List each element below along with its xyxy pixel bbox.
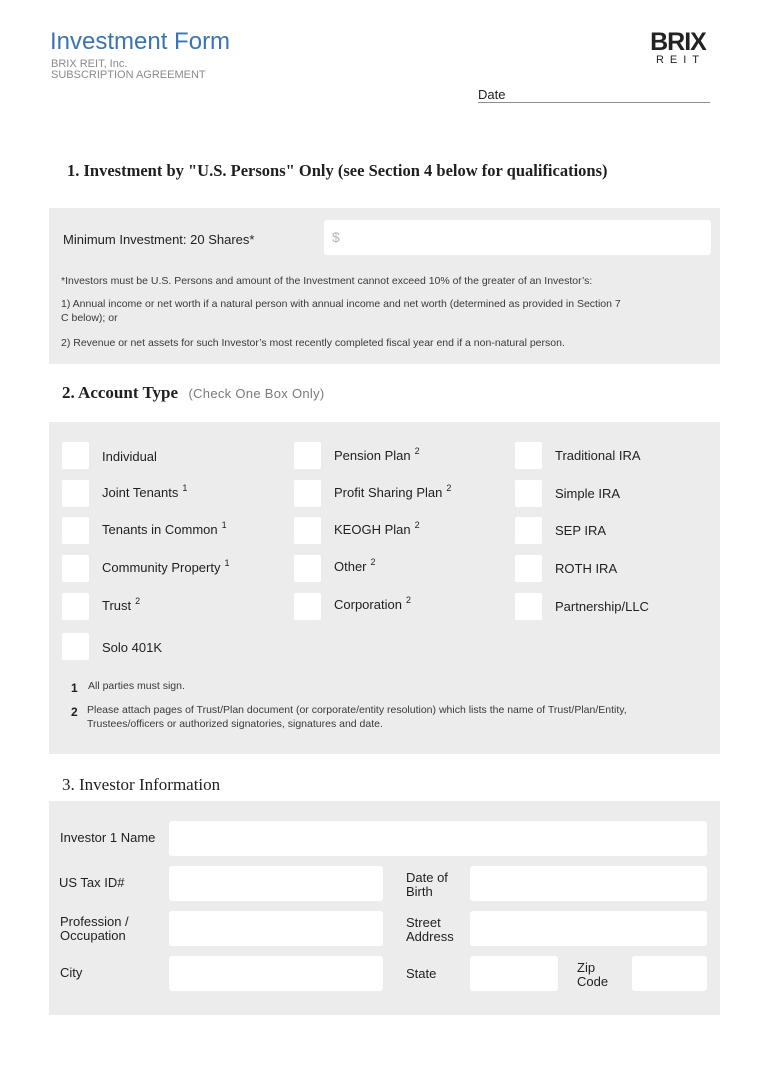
checkbox-community-property[interactable] — [62, 555, 89, 582]
street-line1: Street — [406, 915, 441, 930]
date-of-birth-input[interactable] — [470, 866, 707, 901]
section2-title: 2. Account Type — [62, 383, 179, 402]
footnote2-line1: Please attach pages of Trust/Plan document (or corporate/entity resolution) which lists the name of Trust/Plan/Entity, — [87, 704, 627, 716]
option-traditional-ira — [555, 448, 641, 463]
brix-reit-logo — [648, 30, 708, 66]
investor1-name-input[interactable] — [169, 821, 707, 856]
footnote-marker: 2 — [370, 557, 376, 567]
option-community-property — [102, 560, 230, 575]
option-label: Partnership/LLC — [555, 599, 649, 614]
section1-item1-line2: C below); or — [61, 312, 118, 324]
investment-amount-input[interactable] — [324, 220, 711, 255]
company-info — [51, 59, 206, 81]
dollar-prefix: $ — [332, 229, 340, 245]
option-simple-ira — [555, 486, 620, 501]
section1-item1-line1: 1) Annual income or net worth if a natural person with annual income and net worth (determined as provided in Section 7 — [61, 298, 621, 310]
date-field-line[interactable] — [478, 102, 710, 103]
document-type: SUBSCRIPTION AGREEMENT — [51, 69, 206, 81]
profession-line1: Profession / — [60, 914, 129, 929]
option-keogh-plan — [334, 522, 420, 537]
option-label: ROTH IRA — [555, 561, 618, 576]
street-address-label — [406, 916, 454, 944]
checkbox-individual[interactable] — [62, 442, 89, 469]
checkbox-profit-sharing-plan[interactable] — [294, 480, 321, 507]
option-label: Simple IRA — [555, 486, 621, 501]
checkbox-tenants-in-common[interactable] — [62, 517, 89, 544]
dob-line1: Date of — [406, 870, 448, 885]
option-corporation — [334, 597, 411, 612]
city-input[interactable] — [169, 956, 383, 991]
state-label: State — [406, 966, 437, 981]
section2-subtitle: (Check One Box Only) — [188, 386, 325, 401]
option-label: Joint Tenants — [102, 485, 179, 500]
option-label: Solo 401K — [102, 640, 162, 655]
option-solo-401k — [102, 640, 162, 655]
checkbox-partnership-llc[interactable] — [515, 593, 542, 620]
footnote2-line2: Trustees/officers or authorized signatories, signatures and date. — [87, 718, 383, 730]
checkbox-sep-ira[interactable] — [515, 517, 542, 544]
option-label: Traditional IRA — [555, 448, 641, 463]
option-trust — [102, 598, 140, 613]
option-label: Other — [334, 559, 367, 574]
option-other — [334, 559, 376, 574]
footnote-marker: 2 — [414, 446, 420, 456]
zip-line1: Zip — [577, 960, 596, 975]
checkbox-simple-ira[interactable] — [515, 480, 542, 507]
option-label: Community Property — [102, 560, 221, 575]
footnote-marker: 2 — [135, 596, 141, 606]
date-label: Date — [478, 87, 506, 102]
street-line2: Address — [406, 929, 454, 944]
profession-label — [60, 915, 129, 943]
footnote-marker: 2 — [446, 483, 452, 493]
option-roth-ira — [555, 561, 617, 576]
footnote1-number: 1 — [71, 681, 78, 695]
zip-code-input[interactable] — [632, 956, 707, 991]
option-pension-plan — [334, 448, 420, 463]
company-name: BRIX REIT, Inc. — [51, 58, 128, 70]
footnote1-text: All parties must sign. — [88, 680, 185, 692]
section3-title: 3. Investor Information — [62, 775, 221, 794]
investor1-name-label: Investor 1 Name — [60, 830, 156, 845]
option-label: Pension Plan — [334, 448, 411, 463]
checkbox-pension-plan[interactable] — [294, 442, 321, 469]
footnote-marker: 1 — [221, 520, 227, 530]
option-label: Corporation — [334, 597, 402, 612]
option-joint-tenants — [102, 485, 187, 500]
footnote-marker: 2 — [414, 520, 420, 530]
checkbox-keogh-plan[interactable] — [294, 517, 321, 544]
option-label: Trust — [102, 598, 132, 613]
option-label: Tenants in Common — [102, 522, 218, 537]
checkbox-roth-ira[interactable] — [515, 555, 542, 582]
footnote-marker: 2 — [405, 595, 411, 605]
footnote-marker: 1 — [182, 483, 188, 493]
profession-input[interactable] — [169, 911, 383, 946]
section1-item2: 2) Revenue or net assets for such Investor’s most recently completed fiscal year end if a non-natural person. — [61, 337, 565, 349]
option-partnership-llc — [555, 599, 649, 614]
dob-line2: Birth — [406, 884, 433, 899]
logo-reit-text: REIT — [655, 54, 706, 66]
checkbox-traditional-ira[interactable] — [515, 442, 542, 469]
zip-code-label — [577, 961, 608, 989]
checkbox-trust[interactable] — [62, 593, 89, 620]
checkbox-joint-tenants[interactable] — [62, 480, 89, 507]
option-label: Individual — [102, 449, 157, 464]
us-tax-id-label: US Tax ID# — [59, 875, 125, 890]
section2-heading — [62, 383, 325, 403]
option-label: SEP IRA — [555, 523, 607, 538]
section1-item1 — [61, 297, 621, 325]
checkbox-corporation[interactable] — [294, 593, 321, 620]
option-sep-ira — [555, 523, 606, 538]
footnote2-text — [87, 703, 627, 731]
option-individual — [102, 449, 157, 464]
zip-line2: Code — [577, 974, 609, 989]
section1-title: 1. Investment by "U.S. Persons" Only (see Section 4 below for qualifications) — [67, 161, 608, 180]
footnote-marker: 1 — [224, 558, 230, 568]
footnote2-number: 2 — [71, 705, 78, 719]
section1-note: *Investors must be U.S. Persons and amount of the Investment cannot exceed 10% of the greater of an Investor’s: — [61, 275, 593, 287]
state-input[interactable] — [470, 956, 558, 991]
option-label: Profit Sharing Plan — [334, 485, 443, 500]
city-label: City — [60, 965, 83, 980]
us-tax-id-input[interactable] — [169, 866, 383, 901]
option-tenants-in-common — [102, 522, 227, 537]
option-label: KEOGH Plan — [334, 522, 411, 537]
street-address-input[interactable] — [470, 911, 707, 946]
logo-brix-text: BRIX — [650, 28, 706, 56]
date-of-birth-label — [406, 871, 448, 899]
minimum-investment-label: Minimum Investment: 20 Shares* — [63, 232, 255, 247]
option-profit-sharing-plan — [334, 485, 451, 500]
checkbox-other[interactable] — [294, 555, 321, 582]
checkbox-solo-401k[interactable] — [62, 633, 89, 660]
profession-line2: Occupation — [60, 928, 126, 943]
form-title: Investment Form — [50, 28, 231, 55]
